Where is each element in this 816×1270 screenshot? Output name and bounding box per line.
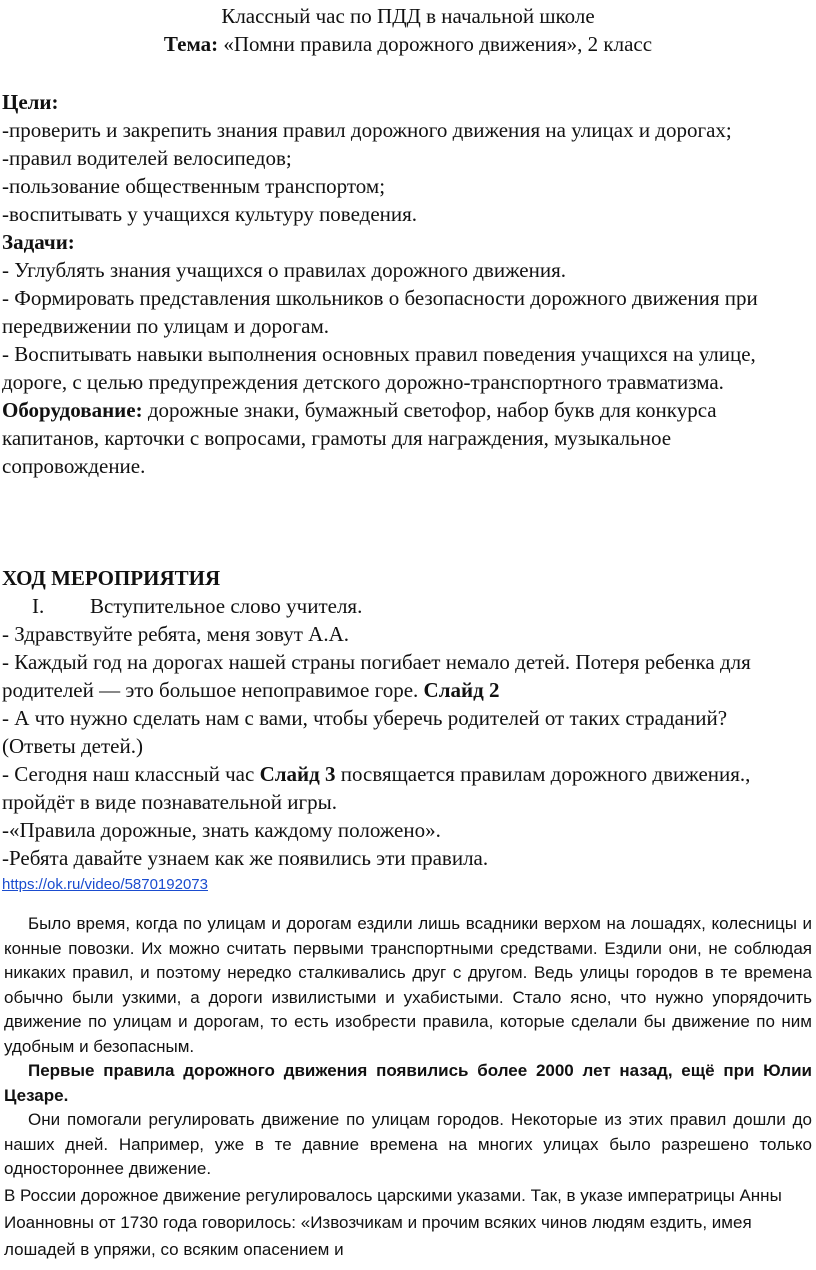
topic-line: - Сегодня наш классный час Слайд 3 посвящается правилам дорожного движения., пройдёт в виде познавательной игры.	[2, 762, 751, 814]
history-paragraph-2: Первые правила дорожного движения появились более 2000 лет назад, ещё при Юлии Цезаре.	[4, 1061, 812, 1105]
theme-text: «Помни правила дорожного движения», 2 класс	[218, 32, 653, 56]
history-paragraph-3: Они помогали регулировать движение по улицам городов. Некоторые из этих правил дошли до наших дней. Например, уже в те давние времена на многих улицах было разрешено только одностороннее движение.	[4, 1110, 812, 1178]
video-link[interactable]: https://ok.ru/video/5870192073	[2, 876, 208, 893]
equipment-paragraph	[2, 396, 802, 480]
section-number: I.	[32, 594, 45, 618]
slide-2-label: Слайд 2	[423, 678, 500, 702]
tasks-heading: Задачи:	[2, 230, 75, 254]
goal-item: -воспитывать у учащихся культуру поведения.	[2, 202, 418, 226]
goal-item: -пользование общественным транспортом;	[2, 174, 386, 198]
document-theme	[0, 30, 816, 58]
document-title: Классный час по ПДД в начальной школе	[221, 4, 595, 28]
task-item: - Углублять знания учащихся о правилах дорожного движения.	[2, 258, 567, 282]
event-heading: ХОД МЕРОПРИЯТИЯ	[2, 566, 221, 590]
goals-heading: Цели:	[2, 90, 59, 114]
equipment-text: дорожные знаки, бумажный светофор, набор букв для конкурса капитанов, карточки с вопросами, грамоты для награждения, музыкальное сопровождение.	[2, 398, 717, 478]
task-item: - Формировать представления школьников о безопасности дорожного движения при передвижении по улицам и дорогам.	[2, 286, 758, 338]
section-title: Вступительное слово учителя.	[90, 594, 363, 618]
slide-3-label: Слайд 3	[259, 762, 336, 786]
goals-section	[2, 88, 802, 480]
statistics-line: - Каждый год на дорогах нашей страны погибает немало детей. Потеря ребенка для родителей — это большое непоправимое горе. Слайд 2	[2, 650, 751, 702]
section-heading	[2, 592, 802, 620]
goal-item: -правил водителей велосипедов;	[2, 146, 292, 170]
greeting-line: - Здравствуйте ребята, меня зовут А.А.	[2, 622, 350, 646]
origin-line: -Ребята давайте узнаем как же появились эти правила.	[2, 846, 489, 870]
task-item: - Воспитывать навыки выполнения основных правил поведения учащихся на улице, дороге, с целью предупреждения детского дорожно-транспортного травматизма.	[2, 342, 756, 394]
question-line: - А что нужно сделать нам с вами, чтобы уберечь родителей от таких страданий? (Ответы детей.)	[2, 706, 728, 758]
theme-label: Тема:	[163, 32, 219, 56]
goal-item: -проверить и закрепить знания правил дорожного движения на улицах и дорогах;	[2, 118, 732, 142]
history-paragraph-4: В России дорожное движение регулировалось царскими указами. Так, в указе императрицы Анны Иоанновны от 1730 года говорилось: «Извозчикам и прочим всяких чинов людям ездить, имея лошадей в упряжи, со всяким опасением и	[4, 1185, 782, 1259]
history-section	[4, 912, 812, 1263]
history-paragraph-1: Было время, когда по улицам и дорогам ездили лишь всадники верхом на лошадях, колесницы и конные повозки. Их можно считать первыми транспортными средствами. Ездили они, не соблюдая никаких правил, и поэтому нередко сталкивались друг с другом. Ведь улицы городов в те времена обычно были узкими, а дороги извилистыми и ухабистыми. Стало ясно, что нужно упорядочить движение по улицам и дорогам, то есть изобрести правила, которые сделали бы движение по ним удобным и безопасным.	[4, 914, 812, 1056]
motto-line: -«Правила дорожные, знать каждому положено».	[2, 818, 441, 842]
event-section	[2, 564, 802, 895]
equipment-label: Оборудование:	[2, 398, 143, 422]
